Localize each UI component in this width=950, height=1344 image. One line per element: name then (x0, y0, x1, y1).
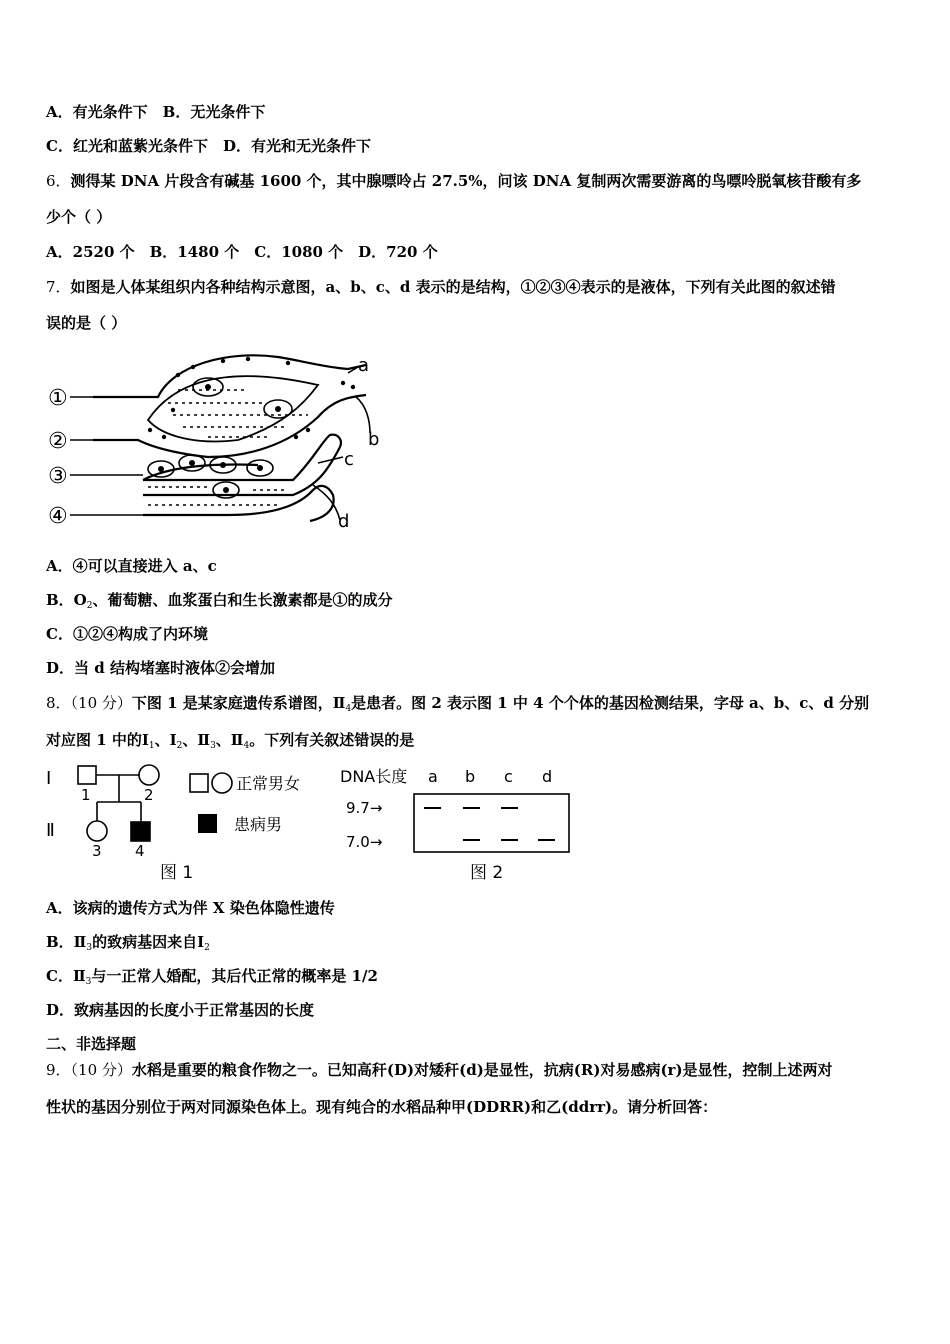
q7-number: 7． (46, 278, 71, 296)
q8-stem-2-sub4: 4 (243, 741, 250, 751)
q5-options-line-2: C．红光和蓝紫光条件下 D．有光和无光条件下 (46, 137, 371, 155)
q8-stem-2b: 、Ⅰ (154, 731, 177, 749)
q8-score: （10 分） (70, 694, 132, 712)
q8-option-b (46, 932, 210, 958)
q8-stem-1-sub: 4 (345, 704, 352, 714)
fig-label-a: a (358, 355, 370, 376)
q7-option-b (46, 590, 393, 616)
q8-stem-1b: 是患者。图 2 表示图 1 中 4 个个体的基因检测结果，字母 a、b、c、d 分别 (351, 694, 870, 712)
dna-col-a: a (428, 767, 438, 786)
q6-stem-line-1 (46, 171, 861, 191)
q6-number: 6． (46, 172, 71, 190)
pedigree-gen-1: Ⅰ (46, 768, 52, 789)
pedigree-num-1: 1 (81, 786, 91, 804)
q8-figures (44, 760, 584, 886)
q7-option-b-sub: 2 (86, 601, 93, 611)
pedigree-female-i2 (139, 765, 159, 785)
dna-col-c: c (504, 767, 513, 786)
q8-stem-2-sub2: 2 (176, 741, 183, 751)
q8-stem-2-sub1: 1 (148, 741, 155, 751)
q9-stem-line-1 (46, 1060, 833, 1080)
pedigree-num-4: 4 (135, 842, 145, 860)
q8-option-b-sub2: 2 (204, 943, 210, 953)
dna-col-d: d (542, 767, 553, 786)
dna-row-97: 9.7→ (346, 799, 383, 817)
figure-1-caption: 图 1 (160, 863, 194, 883)
q6-stem-line-2: 少个（ ） (46, 208, 112, 226)
q8-stem-line-1 (46, 693, 869, 719)
q8-stem-line-2 (46, 730, 414, 756)
q9-number: 9． (46, 1061, 71, 1079)
q8-stem-1a: 下图 1 是某家庭遗传系谱图，Ⅱ (131, 694, 346, 712)
q8-stem-2c: 、Ⅱ (182, 731, 211, 749)
pedigree-female-ii3 (87, 821, 107, 841)
legend-normal-male (190, 774, 208, 792)
legend-affected-label: 患病男 (234, 815, 283, 834)
fig-label-fluid-1: ① (48, 386, 68, 411)
fig-label-fluid-2: ② (48, 429, 68, 454)
pedigree-num-2: 2 (144, 786, 154, 804)
q8-option-d: D．致病基因的长度小于正常基因的长度 (46, 1001, 315, 1019)
q9-stem-text-1: 水稻是重要的粮食作物之一。已知高秆(D)对矮秆(d)是显性，抗病(R)对易感病(r)是显性，控制上述两对 (131, 1061, 833, 1079)
section-title: 二、非选择题 (46, 1035, 137, 1053)
tissue-structure-figure (48, 345, 388, 535)
q8-stem-2-sub3: 3 (210, 741, 216, 751)
q7-option-b-post: 、葡萄糖、血浆蛋白和生长激素都是①的成分 (92, 591, 393, 609)
dna-row-70: 7.0→ (346, 833, 383, 851)
q7-stem-text-1: 如图是人体某组织内各种结构示意图，a、b、c、d 表示的是结构，①②③④表示的是液体，下列有关此图的叙述错 (70, 278, 836, 296)
fig-label-b: b (368, 429, 380, 450)
q9-score: （10 分） (70, 1061, 132, 1079)
dna-detection-figure (340, 767, 569, 883)
q8-option-b-pre: B．Ⅱ (46, 933, 87, 951)
legend-normal-label: 正常男女 (236, 774, 301, 793)
q8-option-c-sub: 3 (85, 977, 92, 987)
figure-2-caption: 图 2 (470, 863, 504, 883)
fig-label-fluid-3: ③ (48, 464, 68, 489)
q8-option-b-sub1: 3 (86, 943, 93, 953)
q8-number: 8． (46, 694, 71, 712)
pedigree-num-3: 3 (92, 842, 102, 860)
q9-stem-line-2: 性状的基因分别位于两对同源染色体上。现有纯合的水稻品种甲(DDRR)和乙(ddrr)。请分析回答： (46, 1098, 718, 1116)
q6-stem-text-1: 测得某 DNA 片段含有碱基 1600 个，其中腺嘌呤占 27.5%，问该 DNA 复制两次需要游离的鸟嘌呤脱氧核苷酸有多 (70, 172, 862, 190)
legend-affected-male (198, 814, 217, 833)
q7-stem-line-2: 误的是（ ） (46, 314, 127, 332)
q7-option-d: D．当 d 结构堵塞时液体②会增加 (46, 659, 275, 677)
fig-label-d: d (338, 511, 350, 532)
q7-stem-line-1 (46, 277, 836, 297)
fig-label-c: c (344, 449, 354, 470)
pedigree-affected-male-ii4 (131, 822, 150, 841)
q8-option-c (46, 966, 378, 992)
q8-option-a: A．该病的遗传方式为伴 X 染色体隐性遗传 (46, 899, 335, 917)
dna-length-header: DNA长度 (340, 767, 408, 786)
q7-option-c: C．①②④构成了内环境 (46, 625, 208, 643)
legend-normal-female (212, 773, 232, 793)
q8-stem-2a: 对应图 1 中的Ⅰ (46, 731, 149, 749)
dna-col-b: b (465, 767, 476, 786)
q8-stem-2e: 。下列有关叙述错误的是 (249, 731, 415, 749)
q8-option-c-post: 与一正常人婚配，其后代正常的概率是 1/2 (91, 967, 378, 985)
gel-box (414, 794, 569, 852)
q7-option-b-pre: B．O (46, 591, 87, 609)
q8-stem-2d: 、Ⅱ (215, 731, 244, 749)
pedigree-male-i1 (78, 766, 96, 784)
fig-label-fluid-4: ④ (48, 504, 68, 529)
q8-option-c-pre: C．Ⅱ (46, 967, 86, 985)
q7-option-a: A．④可以直接进入 a、c (46, 557, 217, 575)
pedigree-gen-2: Ⅱ (46, 820, 55, 841)
q6-options: A．2520 个 B．1480 个 C．1080 个 D．720 个 (46, 243, 438, 261)
q5-options-line-1: A．有光条件下 B．无光条件下 (46, 103, 266, 121)
q8-option-b-mid: 的致病基因来自Ⅰ (92, 933, 205, 951)
pedigree-figure (46, 765, 300, 883)
